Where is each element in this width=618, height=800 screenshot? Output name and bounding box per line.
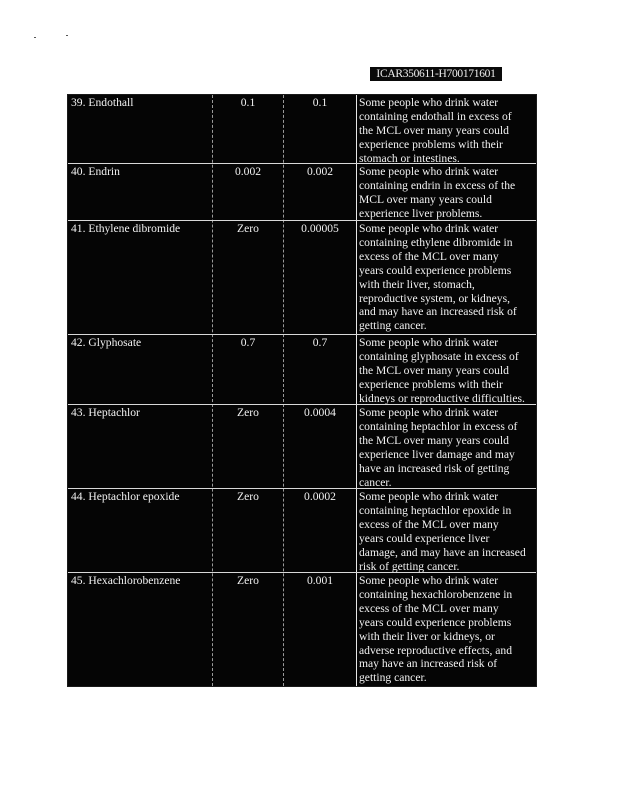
table-row [68,488,536,573]
health-effects-line: Some people who drink water [359,165,499,178]
health-effects-line: Some people who drink water [359,490,499,503]
health-effects [357,335,536,405]
health-effects-line: years could experience liver [359,531,490,545]
health-effects-line: experience liver problems. [359,206,483,220]
health-effects-line: Some people who drink water [359,336,499,349]
health-effects-line: experience liver damage and may [359,447,515,461]
health-effects-line: and may have an increased risk of [359,305,517,319]
health-effects-line: getting cancer. [359,319,427,333]
health-effects [357,489,536,573]
health-effects [357,405,536,489]
scan-speck [34,37,36,38]
mclg-value: Zero [237,490,259,503]
health-effects-line: reproductive system, or kidneys, [359,291,511,305]
health-effects-line: the MCL over many years could [359,123,509,137]
health-effects-line: experience problems with their [359,137,503,151]
health-effects-line: have an increased risk of getting [359,461,510,475]
health-effects-line: containing heptachlor epoxide in [359,503,512,517]
mcl-value: 0.002 [306,165,334,178]
health-effects [357,95,536,163]
health-effects-line: containing ethylene dibromide in [359,235,513,249]
health-effects-line: MCL over many years could [359,192,492,206]
contaminant-name: 45. Hexachlorobenzene [71,574,181,587]
contaminant-name: 44. Heptachlor epoxide [71,490,180,503]
document-id-stamp: ICAR350611-H700171601 [370,67,502,81]
contaminant-name: 39. Endothall [71,96,134,109]
health-effects-line: years could experience problems [359,615,512,629]
mcl-value: 0.1 [312,96,328,109]
health-effects-line: with their liver or kidneys, or [359,629,495,643]
health-effects-line: the MCL over many years could [359,363,509,377]
table-row [68,404,536,489]
contaminant-name: 42. Glyphosate [71,336,142,349]
health-effects-line: adverse reproductive effects, and [359,643,513,657]
health-effects-line: cancer. [359,475,392,489]
mcl-value: 0.7 [312,336,328,349]
mcl-value: 0.0002 [304,490,336,503]
mcl-value: 0.001 [306,574,334,587]
health-effects-line: containing glyphosate in excess of [359,349,519,363]
table-row [68,220,536,335]
mclg-value: 0.7 [240,336,256,349]
health-effects-line: Some people who drink water [359,222,499,235]
health-effects [357,221,536,335]
health-effects-line: damage, and may have an increased [359,545,526,559]
health-effects-line: may have an increased risk of [359,657,498,671]
table-row [68,572,536,687]
health-effects-line: stomach or intestines. [359,151,460,165]
table-row [68,334,536,405]
contaminant-name: 41. Ethylene dibromide [71,222,181,235]
table-row [68,95,536,163]
mcl-value: 0.0004 [304,406,336,419]
health-effects [357,164,536,221]
health-effects-line: excess of the MCL over many [359,601,499,615]
health-effects-line: getting cancer. [359,671,427,685]
health-effects-line: containing endrin in excess of the [359,178,516,192]
health-effects-line: containing heptachlor in excess of [359,419,518,433]
scan-speck [66,35,68,36]
mclg-value: Zero [237,574,259,587]
mclg-value: Zero [237,222,259,235]
contaminant-name: 43. Heptachlor [71,406,140,419]
contaminant-name: 40. Endrin [71,165,120,178]
health-effects-line: containing hexachlorobenzene in [359,587,513,601]
table-row [68,163,536,221]
mcl-value: 0.00005 [301,222,339,235]
mclg-value: 0.002 [234,165,262,178]
health-effects-line: containing endothall in excess of [359,109,512,123]
health-effects-line: the MCL over many years could [359,433,509,447]
health-effects-line: experience problems with their [359,377,503,391]
health-effects-line: years could experience problems [359,263,512,277]
mclg-value: Zero [237,406,259,419]
health-effects-line: Some people who drink water [359,406,499,419]
health-effects-line: Some people who drink water [359,96,499,109]
contaminant-table [67,94,537,687]
health-effects-line: Some people who drink water [359,574,499,587]
health-effects-line: excess of the MCL over many [359,517,499,531]
health-effects [357,573,536,687]
mclg-value: 0.1 [240,96,256,109]
health-effects-line: kidneys or reproductive difficulties. [359,391,525,405]
health-effects-line: with their liver, stomach, [359,277,475,291]
health-effects-line: excess of the MCL over many [359,249,499,263]
health-effects-line: risk of getting cancer. [359,559,460,573]
